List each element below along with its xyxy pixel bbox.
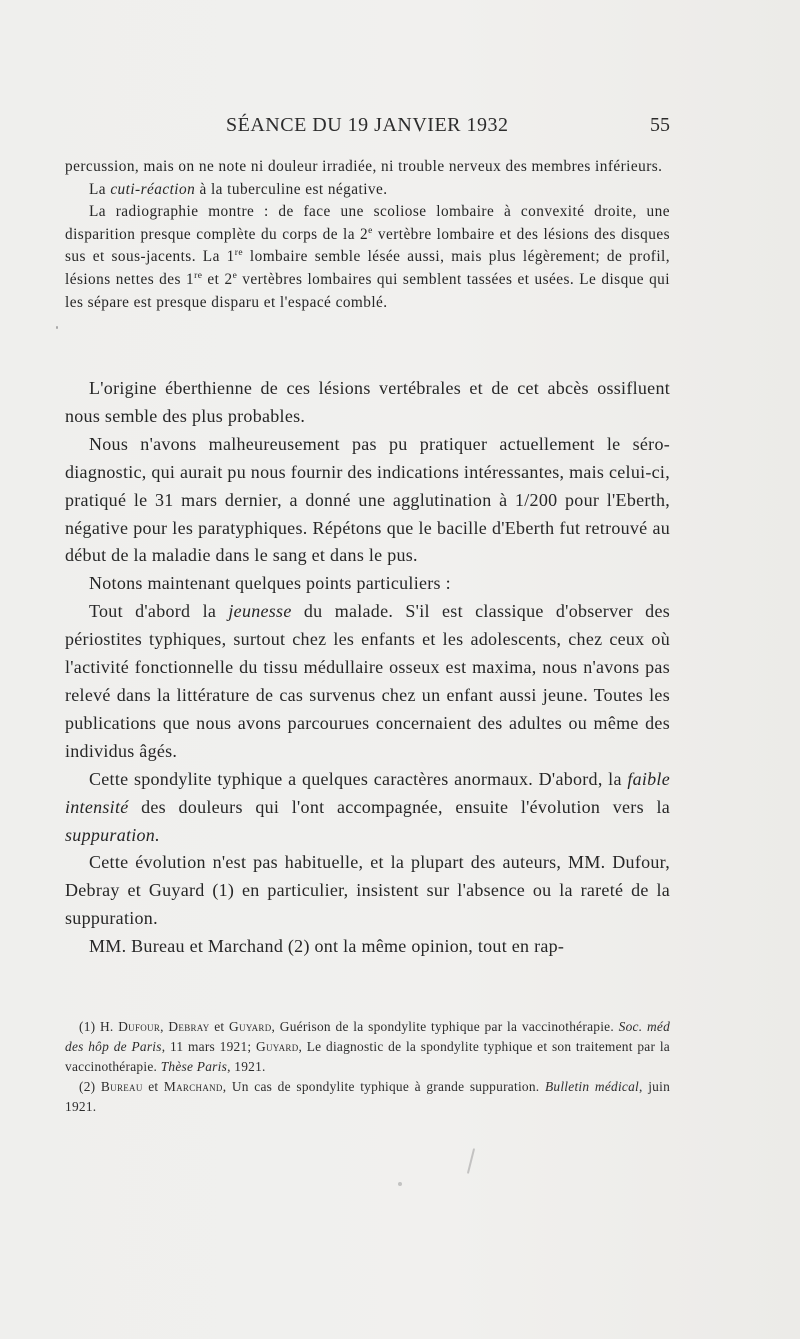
text-segment: et 2 (202, 270, 233, 288)
text-segment: L'origine éberthienne de ces lésions vertébrales et de cet abcès ossifluent nous semble des plus probables. (65, 378, 670, 426)
author-name: Dufour (118, 1019, 161, 1034)
author-name: Debray (168, 1019, 210, 1034)
paper-stain-mark (467, 1148, 475, 1174)
footnote-marker: (2) (79, 1079, 101, 1094)
italic-term: jeunesse (228, 601, 292, 622)
text-segment: Cette spondylite typhique a quelques caractères anormaux. D'abord, la (89, 768, 628, 789)
paragraph-percussion (65, 156, 670, 179)
text-segment: et (142, 1079, 164, 1094)
text-segment: du malade. S'il est classique d'observer des périostites typhiques, surtout chez les enfants et les adolescents, chez ceux où l'activité fonctionnelle du tissu médullaire osseux est maxima, nous n'avons pas relevé dans la littérature de cas survenus chez un enfant aussi jeune. Toutes les publications que nous avons parcourues concernaient des adultes ou même des individus âgés. (65, 601, 670, 761)
publication-title: Soc. méd des hôp de Paris (65, 1019, 671, 1054)
text-segment: Nous n'avons malheureusement pas pu pratiquer actuellement le séro-diagnostic, qui aurait pu nous fournir des indications intéressantes, mais celui-ci, pratiqué le 31 mars dernier, a donné une agglutination à 1/200 pour l'Eberth, négative pour les paratyphiques. Répétons que le bacille d'Eberth fut retrouvé au début de la maladie dans le sang et dans le pus. (65, 433, 670, 566)
author-name: Marchand (163, 1079, 223, 1094)
author-name: Guyard (229, 1019, 272, 1034)
margin-speck-mark (56, 326, 58, 329)
text-segment: vertèbres lombaires qui semblent tassées et usées. Le disque qui les sépare est presque disparu et l'espacé comblé. (65, 270, 670, 311)
superscript: re (234, 248, 244, 259)
text-segment: La radiographie montre : de face une scoliose lombaire à convexité droite, une disparition presque complète du corps de la 2 (65, 203, 670, 243)
text-segment: , 11 mars 1921; (161, 1039, 257, 1054)
text-segment: , Le diagnostic de la spondylite typhique et son traitement par la vaccinothérapie. (65, 1039, 670, 1074)
paragraph-bureau-marchand (65, 933, 670, 961)
author-name: Guyard (256, 1039, 299, 1054)
paragraph-particular-points (65, 570, 670, 598)
paragraph-serodiagnostic (65, 431, 670, 571)
superscript: e (368, 225, 373, 236)
text-segment: et (209, 1019, 230, 1034)
paragraph-abnormal-features (65, 766, 670, 850)
text-segment: , (160, 1019, 169, 1034)
text-segment: MM. Bureau et Marchand (2) ont la même opinion, tout en rap- (89, 936, 565, 957)
text-segment: Cette évolution n'est pas habituelle, et la plupart des auteurs, MM. Dufour, Debray et Guyard (1) en particulier, insistent sur l'absence ou la rareté de la suppuration. (65, 852, 670, 929)
italic-term: faible intensité (65, 768, 670, 817)
paragraph-radiography (65, 201, 670, 314)
discussion-section (65, 375, 670, 961)
page-number: 55 (650, 114, 670, 136)
text-segment: à la tuberculine est négative. (195, 180, 388, 198)
text-segment: , Guérison de la spondylite typhique par la vaccinothérapie. (271, 1019, 619, 1034)
superscript: e (232, 270, 238, 281)
publication-title: Thèse Paris (160, 1059, 228, 1074)
footnotes (65, 1017, 670, 1117)
text-segment: percussion, mais on ne note ni douleur irradiée, ni trouble nerveux des membres inférieurs. (65, 158, 663, 175)
text-segment: des douleurs qui l'ont accompagnée, ensuite l'évolution vers la (128, 796, 670, 817)
text-segment: , Un cas de spondylite typhique à grande suppuration. (222, 1079, 545, 1094)
text-segment: Notons maintenant quelques points particuliers : (89, 573, 451, 594)
paragraph-origin (65, 375, 670, 431)
paragraph-youth (65, 598, 670, 765)
publication-title: Bulletin médical (544, 1079, 640, 1094)
page-header (0, 108, 800, 142)
text-segment: vertèbre lombaire et des lésions des disques sus et sous-jacents. La 1 (65, 225, 670, 266)
italic-term: suppuration. (65, 824, 160, 845)
paper-speck-mark (398, 1182, 402, 1186)
text-segment: lombaire semble lésée aussi, mais plus légèrement; de profil, lésions nettes des 1 (65, 248, 671, 288)
superscript: re (194, 270, 203, 281)
italic-term: cuti-réaction (110, 180, 196, 198)
text-segment: Tout d'abord la (89, 601, 229, 622)
footnote-marker: (1) H. (79, 1019, 119, 1034)
text-segment: , juin 1921. (65, 1079, 671, 1114)
text-segment: La (89, 180, 111, 198)
footnote-2 (65, 1077, 670, 1117)
paragraph-cuti-reaction (65, 179, 670, 202)
case-details-section (65, 156, 670, 314)
author-name: Bureau (100, 1079, 143, 1094)
paragraph-evolution (65, 849, 670, 933)
text-segment: , 1921. (227, 1059, 266, 1074)
footnote-1 (65, 1017, 670, 1077)
running-head: SÉANCE DU 19 JANVIER 1932 (226, 114, 509, 136)
